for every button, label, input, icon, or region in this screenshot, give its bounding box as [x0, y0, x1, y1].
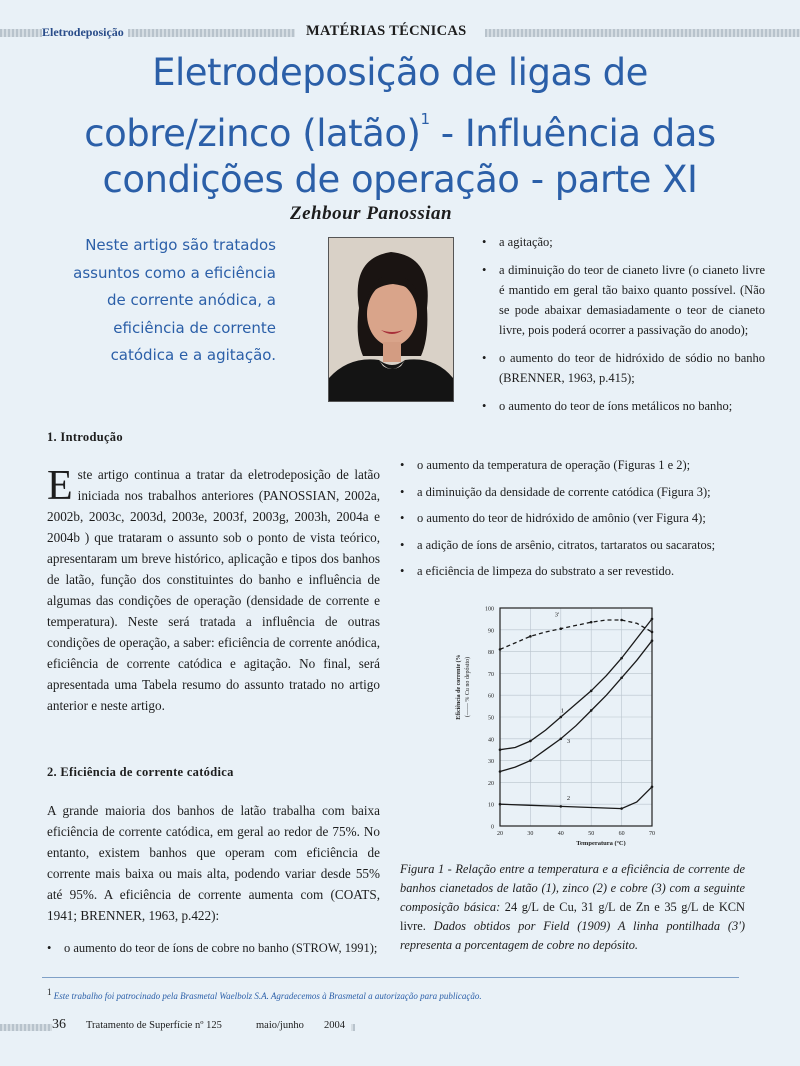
list-item: • a adição de íons de arsênio, citratos, tartaratos ou sacaratos; — [400, 535, 770, 555]
data-point — [620, 657, 623, 660]
y-axis-label-2: (—— % Cu no depósito) — [465, 656, 471, 718]
y-tick-label: 60 — [488, 693, 494, 700]
series-line-3 — [500, 641, 652, 772]
x-axis-label: Temperatura (ºC) — [576, 840, 626, 846]
intro-summary: Neste artigo são tratados assuntos como a eficiência de corrente anódica, a eficiência de corrente catódica e a agitação. — [73, 236, 276, 364]
series-label: 3' — [554, 611, 560, 619]
data-point — [590, 690, 593, 693]
x-tick-label: 30 — [527, 831, 534, 837]
bullet-icon: • — [400, 564, 405, 578]
bullet-icon: • — [482, 399, 487, 413]
footnote: $^1$ Este trabalho foi patrocinado pela Brasmetal Waelbolz S.A. Agradecemos à Brasmetal a autorização para publicação. — [47, 987, 482, 1001]
left-bullet-list — [47, 938, 382, 958]
series-label: 3 — [566, 738, 571, 746]
data-point — [529, 759, 532, 762]
data-point — [590, 709, 593, 712]
y-tick-label: 90 — [488, 628, 494, 635]
y-tick-label: 70 — [488, 671, 494, 678]
data-point — [499, 803, 502, 806]
header-category: MATÉRIAS TÉCNICAS — [300, 23, 472, 40]
section-1-heading: 1. Introdução — [47, 430, 123, 444]
data-point — [560, 716, 563, 719]
chart-svg — [450, 596, 670, 846]
list-item: • o aumento do teor de íons de cobre no banho (STROW, 1991); — [47, 938, 382, 958]
header-rule-right — [485, 29, 800, 37]
footer-year: 2004 — [318, 1020, 351, 1031]
author-name: Zehbour Panossian — [290, 203, 453, 224]
figure-1-chart — [450, 596, 670, 851]
footnote-rule — [42, 977, 739, 978]
figure-1-caption: Figura 1 - Relação entre a temperatura e a eficiência de corrente de banhos cianetados de latão (1), zinco (2) e cobre (3) com a seguinte composição básica: 24 g/L de Cu, 31 g/L de Zn e 35 g/L de KCN livre. Dados obtidos por Field (1909) A linha pontilhada (3') representa a porcentagem de cobre no depósito. — [400, 862, 745, 952]
y-axis-label: Eficiência de corrente (% — [456, 654, 462, 720]
series-label: 2 — [566, 794, 571, 802]
list-item: • a diminuição do teor de cianeto livre (o cianeto livre é mantido em geral tão baixo quanto possível. (Não se pode abaixar demasiadamente o teor de cianeto livre, pois poderá ocorrer a passivação do anodo); — [482, 260, 765, 340]
y-tick-label: 0 — [491, 824, 494, 831]
x-tick-label: 40 — [557, 831, 564, 837]
author-photo — [328, 237, 454, 402]
bullet-icon: • — [482, 235, 487, 249]
list-item: • o aumento da temperatura de operação (Figuras 1 e 2); — [400, 455, 770, 475]
section-2-heading: 2. Eficiência de corrente catódica — [47, 765, 234, 779]
data-point — [651, 618, 654, 621]
data-point — [620, 619, 623, 622]
section-2-body: A grande maioria dos banhos de latão trabalha com baixa eficiência de corrente catódica, em geral ao redor de 75%. No entanto, existem banhos que operam com eficiência de corrente mais baixa ou mais alta, podendo variar desde 55% até 95%. A eficiência de corrente aumenta com (COATS, 1941; BRENNER, 1963, p.422): — [47, 803, 380, 923]
title-line-2-end: - Influência das — [429, 112, 716, 155]
article-title — [30, 50, 770, 203]
data-point — [560, 805, 563, 808]
series-line-2 — [500, 787, 652, 809]
bullet-icon: • — [482, 263, 487, 277]
right-bullet-list-wide — [400, 455, 770, 588]
data-point — [651, 785, 654, 788]
title-line-3: condições de operação - parte XI — [102, 158, 698, 201]
data-point — [529, 740, 532, 743]
data-point — [499, 748, 502, 751]
y-tick-label: 10 — [488, 802, 494, 809]
data-point — [529, 635, 532, 638]
bullet-icon: • — [482, 351, 487, 365]
title-line-1: Eletrodeposição de ligas de — [152, 51, 648, 94]
list-item: • a agitação; — [482, 232, 765, 252]
footer-magazine: Tratamento de Superfície nº 125 — [80, 1020, 228, 1031]
y-tick-label: 80 — [488, 650, 494, 657]
footer-date: maio/junho — [250, 1020, 310, 1031]
data-point — [499, 648, 502, 651]
bullet-icon: • — [400, 458, 405, 472]
data-point — [560, 738, 563, 741]
list-item: • o aumento do teor de íons metálicos no banho; — [482, 396, 765, 416]
y-tick-label: 40 — [488, 737, 494, 744]
series-line-3' — [500, 620, 652, 649]
header-section-label: Eletrodeposição — [42, 25, 128, 40]
list-item: • a diminuição da densidade de corrente catódica (Figura 3); — [400, 482, 770, 502]
data-point — [620, 676, 623, 679]
title-footnote-ref: 1 — [420, 110, 430, 128]
x-tick-label: 70 — [649, 831, 655, 837]
data-point — [651, 639, 654, 642]
bullet-icon: • — [400, 511, 405, 525]
section-1-body: Este artigo continua a tratar da eletrodeposição de latão iniciada nos trabalhos anteriores (PANOSSIAN, 2002a, 2002b, 2003c, 2003d, 2003e, 2003f, 2003g, 2003h, 2004a e 2004b ) que trataram o assunto sob o ponto de vista teórico, apresentaram um breve histórico, aplicação e tipos dos banhos de latão, função dos constituintes do banho e influência de algumas das condições de operação (densidade de corrente e temperatura). Neste será tratada a influência de outras condições de operação, a saber: eficiência de corrente anódica, eficiência de corrente catódica e agitação. No final, será apresentada uma Tabela resumo do assunto tratado no artigo anterior e neste artigo. — [47, 463, 380, 713]
data-point — [651, 631, 654, 634]
bullet-icon: • — [400, 537, 405, 552]
right-bullet-list-top — [482, 232, 765, 424]
footer-rule-left — [0, 1024, 55, 1031]
list-item: • a eficiência de limpeza do substrato a ser revestido. — [400, 561, 770, 581]
y-tick-label: 30 — [488, 759, 494, 766]
bullet-icon: • — [47, 941, 52, 955]
series-line-1 — [500, 619, 652, 750]
data-point — [560, 627, 563, 630]
list-item: • o aumento do teor de hidróxido de amônio (ver Figura 4); — [400, 508, 770, 528]
bullet-icon: • — [400, 484, 405, 499]
title-line-2 — [30, 96, 770, 157]
page-number: 36 — [52, 1017, 71, 1033]
y-tick-label: 100 — [485, 606, 494, 613]
title-line-2-start: cobre/zinco (latão) — [84, 112, 421, 155]
data-point — [590, 621, 593, 624]
drop-cap: E — [47, 463, 73, 509]
data-point — [620, 807, 623, 810]
list-item: • o aumento do teor de hidróxido de sódio no banho (BRENNER, 1963, p.415); — [482, 348, 765, 388]
y-tick-label: 50 — [488, 715, 494, 722]
x-tick-label: 20 — [497, 831, 503, 837]
data-point — [499, 770, 502, 773]
y-tick-label: 20 — [488, 780, 494, 787]
x-tick-label: 50 — [588, 831, 595, 837]
x-tick-label: 60 — [618, 831, 625, 837]
series-label: 1 — [560, 707, 565, 715]
